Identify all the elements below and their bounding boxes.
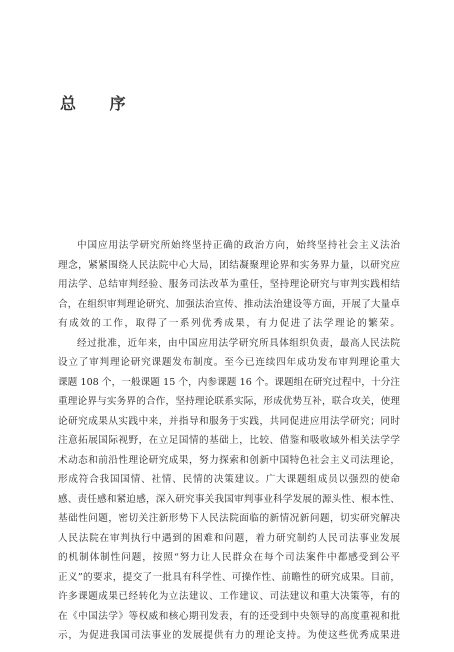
text-line: 用法学、总结审判经验、服务司法改革为重任，坚持理论研究与审判实践相结 xyxy=(58,279,400,290)
text-line: 合，在组织审判理论研究、加强法治宣传、推动法治建设等方面，开展了大量卓 xyxy=(58,298,400,310)
text-line: 在《中国法学》等权威和核心期刊发表，有的还受到中央领导的高度重视和批 xyxy=(58,610,400,622)
text-line: 基础性问题，密切关注新形势下人民法院面临的新情况新问题，切实研究解决 xyxy=(58,513,400,524)
text-line: 重理论界与实务界的合作，坚持理论联系实际，形成优势互补，联合攻关，使理 xyxy=(58,396,400,407)
text-line: 正义”的要求，提交了一批具有科学性、可操作性、前瞻性的研究成果。目前， xyxy=(58,571,400,583)
text-line: 设立了审判理论研究课题发布制度。至今已连续四年成功发布审判理论重大 xyxy=(58,357,400,368)
text-line: 人民法院在审判执行中遇到的困难和问题，着力研究制约人民司法事业发展 xyxy=(58,532,400,544)
text-line: 示，为促进我国司法事业的发展提供有力的理论支持。为使这些优秀成果进 xyxy=(58,630,400,641)
text-line: 许多课题成果已经转化为立法建议、工作建议、司法建议和重大决策等，有的 xyxy=(58,591,400,602)
text-line: 注意拓展国际视野，在立足国情的基础上，比较、借鉴和吸收域外相关法学学 xyxy=(58,435,400,446)
preface-body xyxy=(58,236,400,646)
text-line: 课题 108 个，一般课题 15 个，内参课题 16 个。课题组在研究过程中，十分注 xyxy=(58,376,400,388)
text-line: 术动态和前沿性理论研究成果，努力探索和创新中国特色社会主义司法理论， xyxy=(58,454,400,466)
text-line: 形成符合我国国情、社情、民情的决策建议。广大课题组成员以强烈的使命 xyxy=(58,474,400,485)
text-line: 的机制体制性问题，按照“努力让人民群众在每个司法案件中都感受到公平 xyxy=(58,552,400,563)
text-line: 经过批准，近年来，由中国应用法学研究所具体组织负责，最高人民法院 xyxy=(77,337,400,349)
text-line: 论研究成果从实践中来，并指导和服务于实践，共同促进应用法学研究；同时 xyxy=(58,415,400,427)
text-line: 中国应用法学研究所始终坚持正确的政治方向，始终坚持社会主义法治 xyxy=(77,240,400,251)
text-line: 有成效的工作，取得了一系列优秀成果，有力促进了法学理论的繁荣。 xyxy=(58,318,400,329)
text-line: 理念，紧紧围绕人民法院中心大局，团结凝聚理论界和实务界力量，以研究应 xyxy=(58,259,400,271)
page-title: 总 序 xyxy=(60,94,140,113)
text-line: 感、责任感和紧迫感，深入研究事关我国审判事业科学发展的源头性、根本性、 xyxy=(58,493,400,505)
